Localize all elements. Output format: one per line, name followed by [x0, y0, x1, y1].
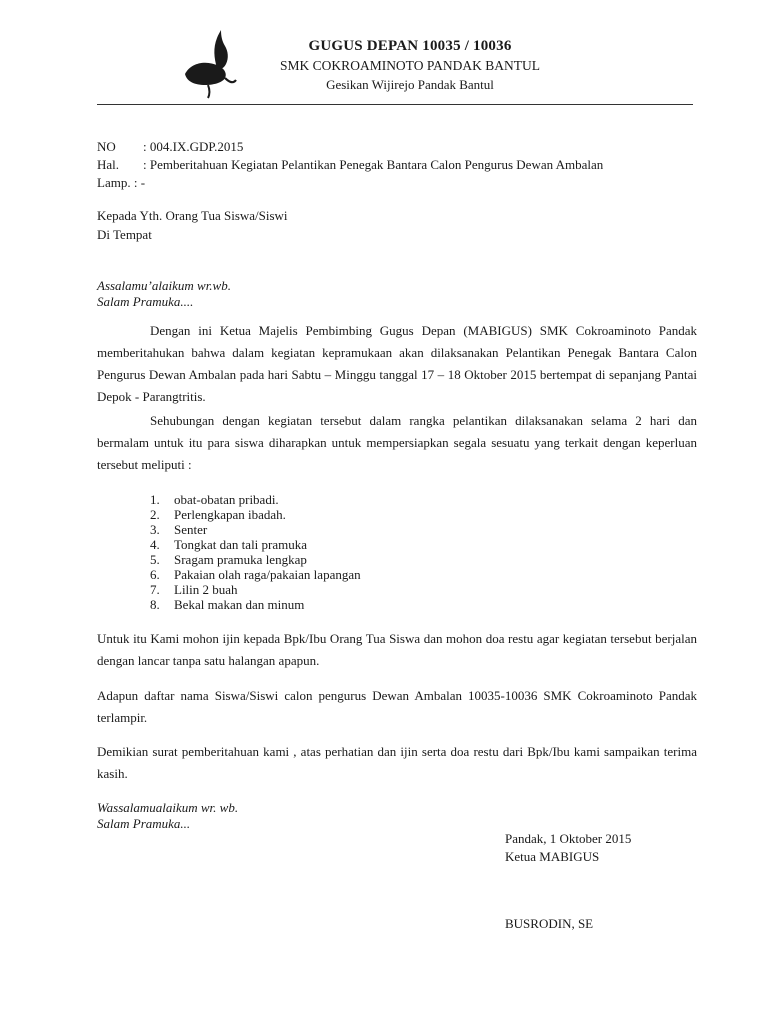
closing-salutation: Wassalamualaikum wr. wb. [97, 800, 239, 815]
recipient-line: Kepada Yth. Orang Tua Siswa/Siswi [97, 208, 288, 223]
meta-number [97, 139, 243, 155]
list-item: 1. obat-obatan pribadi. [150, 492, 279, 507]
school-address: Gesikan Wijirejo Pandak Bantul [326, 77, 494, 92]
body-paragraph-2 [97, 410, 697, 476]
list-item: 7. Lilin 2 buah [150, 582, 238, 597]
body-paragraph-4: Adapun daftar nama Siswa/Siswi calon pengurus Dewan Ambalan 10035-10036 SMK Cokroaminoto Pandak terlampir. [97, 688, 697, 725]
meta-subject-value: : Pemberitahuan Kegiatan Pelantikan Penegak Bantara Calon Pengurus Dewan Ambalan [143, 157, 604, 172]
list-item: 6. Pakaian olah raga/pakaian lapangan [150, 567, 361, 582]
signature-name: BUSRODIN, SE [505, 916, 594, 931]
list-item: 2. Perlengkapan ibadah. [150, 507, 286, 522]
list-item: 8. Bekal makan dan minum [150, 597, 305, 612]
list-item: 5. Sragam pramuka lengkap [150, 552, 307, 567]
body-paragraph-3: Untuk itu Kami mohon ijin kepada Bpk/Ibu Orang Tua Siswa dan mohon doa restu agar kegiatan tersebut berjalan dengan lancar tanpa satu halangan apapun. [97, 631, 697, 668]
closing-scout: Salam Pramuka... [97, 816, 191, 831]
tunas-kelapa-logo-icon [181, 28, 241, 100]
school-name: SMK COKROAMINOTO PANDAK BANTUL [280, 58, 540, 73]
body-paragraph-1 [97, 320, 697, 408]
requirements-list [150, 492, 361, 612]
body-paragraph-5: Demikian surat pemberitahuan kami , atas perhatian dan ijin serta doa restu dari Bpk/Ibu kami sampaikan terima kasih. [97, 744, 697, 781]
greeting-salutation: Assalamu’alaikum wr.wb. [97, 278, 231, 293]
meta-attachment-label: Lamp. [97, 175, 131, 190]
signature-place-date: Pandak, 1 Oktober 2015 [505, 831, 632, 846]
meta-number-value: : 004.IX.GDP.2015 [143, 139, 244, 154]
header-divider [97, 104, 693, 105]
meta-subject-label: Hal. [97, 157, 120, 172]
body-paragraph-1-text: Dengan ini Ketua Majelis Pembimbing Gugus Depan (MABIGUS) SMK Cokroaminoto Pandak memberitahukan bahwa dalam kegiatan kepramukaan akan dilaksanakan Pelantikan Penegak Bantara Calon Pengurus Dewan Ambalan pada hari Sabtu – Minggu tanggal 17 – 18 Oktober 2015 bertempat di sepanjang Pantai Depok - Parangtritis. [97, 323, 697, 404]
list-item: 4. Tongkat dan tali pramuka [150, 537, 308, 552]
recipient-place: Di Tempat [97, 227, 152, 242]
meta-attachment-value: : - [133, 175, 146, 190]
signature-role: Ketua MABIGUS [505, 849, 600, 864]
meta-subject [97, 157, 603, 173]
meta-attachment [97, 175, 145, 191]
greeting-scout: Salam Pramuka.... [97, 294, 194, 309]
body-paragraph-2-text: Sehubungan dengan kegiatan tersebut dalam rangka pelantikan dilaksanakan selama 2 hari dan bermalam untuk itu para siswa diharapkan untuk mempersiapkan segala sesuatu yang terkait dengan keperluan tersebut meliputi : [97, 413, 697, 472]
organization-title: GUGUS DEPAN 10035 / 10036 [308, 38, 512, 54]
meta-number-label: NO [97, 139, 116, 154]
list-item: 3. Senter [150, 522, 208, 537]
